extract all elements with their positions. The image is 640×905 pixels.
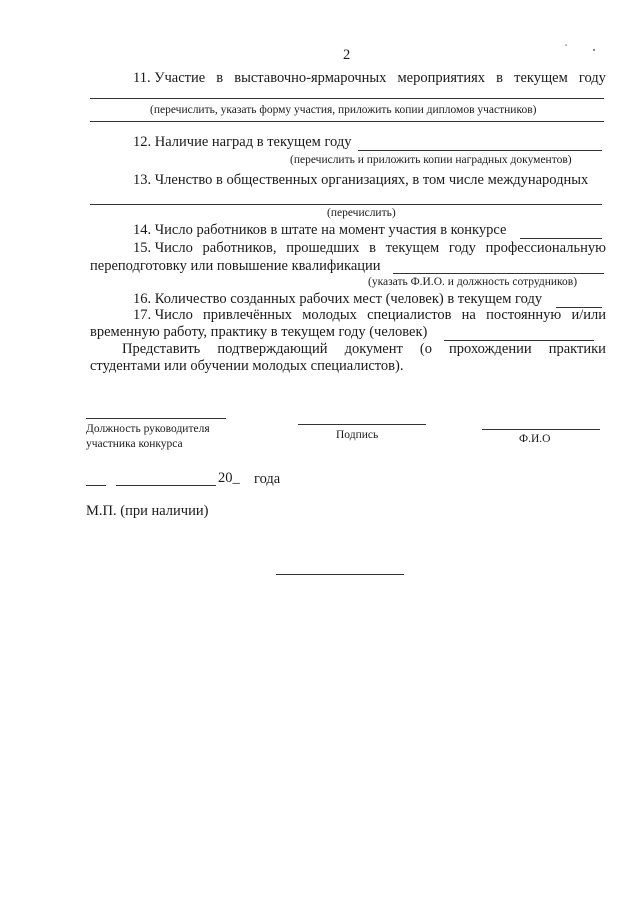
signature-fio-label: Ф.И.О (519, 433, 551, 445)
fill-line (393, 273, 604, 274)
signature-position-line (86, 418, 226, 419)
item-11-line: 11. Участие в выставочно-ярмарочных мероприятиях в текущем году (133, 70, 606, 86)
signature-sign-label: Подпись (336, 429, 379, 441)
item-17-line: 17. Число привлечённых молодых специалистов на постоянную и/или (133, 307, 606, 323)
signature-sign-line (298, 424, 426, 425)
date-year-word: года (254, 471, 281, 487)
stamp-label: М.П. (при наличии) (86, 503, 209, 519)
fill-line (90, 204, 602, 205)
item-14-text: 14. Число работников в штате на момент участия в конкурсе (133, 222, 507, 238)
item-17-line2: временную работу, практику в текущем году (человек) (90, 324, 428, 340)
item-11-hint: (перечислить, указать форму участия, приложить копии дипломов участников) (150, 104, 537, 116)
item-16-text: 16. Количество созданных рабочих мест (человек) в текущем году (133, 291, 543, 307)
signature-position-label-2: участника конкурса (86, 438, 183, 450)
bottom-line (276, 574, 404, 575)
date-day-line (86, 485, 106, 486)
item-13-text: 13. Членство в общественных организациях, в том числе международных (133, 172, 589, 188)
item-13-hint: (перечислить) (327, 207, 396, 219)
fill-line (90, 98, 604, 99)
fill-line (358, 150, 602, 151)
page-number: 2 (343, 47, 351, 63)
fill-line (90, 121, 604, 122)
signature-position-label-1: Должность руководителя (86, 423, 210, 435)
date-month-line (116, 485, 216, 486)
item-12-text: 12. Наличие наград в текущем году (133, 134, 352, 150)
date-year-prefix: 20_ (218, 470, 240, 486)
item-15-line2: переподготовку или повышение квалификации (90, 258, 381, 274)
item-12-hint: (перечислить и приложить копии наградных документов) (290, 154, 572, 166)
item-15-hint: (указать Ф.И.О. и должность сотрудников) (368, 276, 578, 288)
signature-fio-line (482, 429, 600, 430)
scan-speck (593, 49, 595, 51)
scan-speck (565, 44, 567, 46)
confirm-line2: студентами или обучении молодых специалистов). (90, 358, 404, 374)
item-15-line: 15. Число работников, прошедших в текущем году профессиональную (133, 240, 606, 256)
confirm-line: Представить подтверждающий документ (о прохождении практики (122, 341, 606, 357)
fill-line (520, 238, 602, 239)
